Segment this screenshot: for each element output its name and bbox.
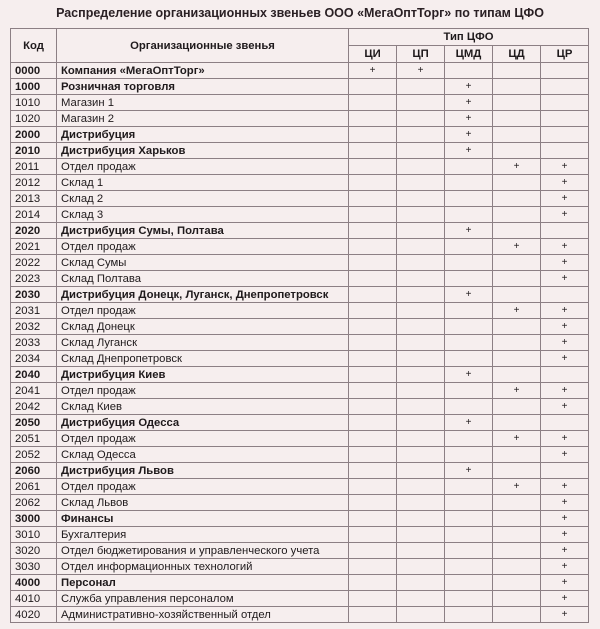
cfo-mark-cell: + [397,63,445,79]
table-row [11,63,589,79]
cfo-mark-cell: + [541,447,589,463]
row-name: Бухгалтерия [57,527,349,543]
cfo-mark-cell [349,463,397,479]
cfo-mark-cell [541,143,589,159]
cfo-mark-cell [397,527,445,543]
row-code: 2010 [11,143,57,159]
cfo-mark-cell [349,271,397,287]
header-code: Код [11,29,57,63]
row-name: Склад 3 [57,207,349,223]
cfo-mark-cell: + [541,319,589,335]
table-row [11,159,589,175]
cfo-mark-cell [445,399,493,415]
cfo-mark-cell [349,447,397,463]
cfo-mark-cell [493,191,541,207]
row-code: 2060 [11,463,57,479]
cfo-mark-cell [541,63,589,79]
header-name: Организационные звенья [57,29,349,63]
cfo-mark-cell [445,479,493,495]
cfo-mark-cell [397,431,445,447]
cfo-mark-cell: + [445,287,493,303]
cfo-mark-cell [397,351,445,367]
row-code: 2061 [11,479,57,495]
row-name: Персонал [57,575,349,591]
cfo-mark-cell: + [541,175,589,191]
cfo-mark-cell: + [541,607,589,623]
cfo-mark-cell: + [349,63,397,79]
cfo-mark-cell [349,111,397,127]
row-code: 3010 [11,527,57,543]
cfo-table [10,28,589,623]
cfo-mark-cell [397,383,445,399]
row-name: Дистрибуция Донецк, Луганск, Днепропетровск [57,287,349,303]
cfo-mark-cell [445,527,493,543]
cfo-mark-cell [541,223,589,239]
row-name: Отдел продаж [57,383,349,399]
table-row [11,479,589,495]
cfo-mark-cell [493,63,541,79]
cfo-mark-cell: + [541,575,589,591]
cfo-mark-cell [493,511,541,527]
cfo-mark-cell [349,287,397,303]
cfo-mark-cell [397,415,445,431]
cfo-mark-cell [493,95,541,111]
cfo-mark-cell [397,207,445,223]
cfo-mark-cell: + [541,495,589,511]
cfo-mark-cell [445,575,493,591]
row-code: 2041 [11,383,57,399]
cfo-mark-cell [397,495,445,511]
table-row [11,527,589,543]
cfo-mark-cell [397,319,445,335]
row-code: 2013 [11,191,57,207]
table-row [11,175,589,191]
cfo-mark-cell [445,351,493,367]
cfo-mark-cell: + [541,559,589,575]
cfo-mark-cell [541,287,589,303]
cfo-mark-cell [349,527,397,543]
cfo-mark-cell [397,303,445,319]
table-row [11,319,589,335]
row-code: 2011 [11,159,57,175]
cfo-mark-cell [541,95,589,111]
cfo-mark-cell [493,207,541,223]
row-code: 1020 [11,111,57,127]
cfo-mark-cell: + [493,479,541,495]
cfo-mark-cell [397,79,445,95]
cfo-mark-cell [349,127,397,143]
row-code: 2014 [11,207,57,223]
header-type-ci: ЦИ [349,46,397,63]
table-row [11,287,589,303]
cfo-mark-cell [397,191,445,207]
table-row [11,143,589,159]
cfo-mark-cell [445,319,493,335]
cfo-mark-cell [445,271,493,287]
cfo-mark-cell [397,559,445,575]
cfo-mark-cell: + [541,303,589,319]
cfo-mark-cell [445,191,493,207]
cfo-mark-cell [397,591,445,607]
table-row [11,607,589,623]
row-code: 2030 [11,287,57,303]
row-code: 2034 [11,351,57,367]
cfo-mark-cell [349,495,397,511]
cfo-mark-cell [397,271,445,287]
cfo-mark-cell: + [541,543,589,559]
cfo-mark-cell [445,303,493,319]
cfo-mark-cell: + [541,159,589,175]
cfo-mark-cell [445,559,493,575]
row-code: 0000 [11,63,57,79]
cfo-mark-cell [493,143,541,159]
row-name: Склад Львов [57,495,349,511]
cfo-mark-cell [445,175,493,191]
cfo-mark-cell: + [541,191,589,207]
cfo-mark-cell [493,319,541,335]
cfo-mark-cell [445,495,493,511]
cfo-mark-cell: + [541,479,589,495]
cfo-mark-cell [445,239,493,255]
cfo-mark-cell [493,495,541,511]
row-name: Служба управления персоналом [57,591,349,607]
cfo-mark-cell [349,415,397,431]
row-code: 4000 [11,575,57,591]
header-type-cr: ЦР [541,46,589,63]
header-cfo-type: Тип ЦФО [349,29,589,46]
row-name: Магазин 2 [57,111,349,127]
cfo-mark-cell [445,383,493,399]
row-code: 3020 [11,543,57,559]
row-code: 2040 [11,367,57,383]
cfo-mark-cell: + [541,383,589,399]
cfo-mark-cell [349,431,397,447]
cfo-mark-cell [493,575,541,591]
table-row [11,511,589,527]
row-code: 2023 [11,271,57,287]
cfo-mark-cell: + [493,431,541,447]
cfo-mark-cell [493,527,541,543]
table-row [11,495,589,511]
cfo-mark-cell: + [541,431,589,447]
cfo-mark-cell [541,367,589,383]
cfo-mark-cell [397,511,445,527]
table-row [11,383,589,399]
cfo-mark-cell [349,255,397,271]
cfo-mark-cell [349,175,397,191]
table-row [11,303,589,319]
cfo-mark-cell [493,367,541,383]
cfo-mark-cell [493,79,541,95]
table-row [11,255,589,271]
table-body [11,63,589,623]
cfo-mark-cell: + [541,335,589,351]
row-name: Розничная торговля [57,79,349,95]
cfo-mark-cell [445,431,493,447]
cfo-mark-cell [493,543,541,559]
cfo-mark-cell [349,399,397,415]
row-code: 2052 [11,447,57,463]
cfo-mark-cell [493,591,541,607]
row-code: 2012 [11,175,57,191]
cfo-mark-cell [445,63,493,79]
row-name: Отдел продаж [57,303,349,319]
cfo-mark-cell: + [445,415,493,431]
table-row [11,575,589,591]
cfo-mark-cell [349,159,397,175]
row-name: Склад Днепропетровск [57,351,349,367]
cfo-mark-cell [397,463,445,479]
row-name: Дистрибуция Одесса [57,415,349,431]
row-name: Дистрибуция Львов [57,463,349,479]
row-name: Склад Сумы [57,255,349,271]
table-row [11,127,589,143]
cfo-mark-cell: + [493,303,541,319]
cfo-mark-cell [445,447,493,463]
cfo-mark-cell [397,223,445,239]
cfo-mark-cell [493,111,541,127]
cfo-mark-cell: + [541,527,589,543]
cfo-mark-cell [445,335,493,351]
cfo-mark-cell [445,607,493,623]
row-code: 2051 [11,431,57,447]
table-row [11,191,589,207]
table-title: Распределение организационных звеньев ООО «МегаОптТорг» по типам ЦФО [56,6,544,20]
cfo-mark-cell [349,367,397,383]
cfo-mark-cell [397,95,445,111]
row-code: 3030 [11,559,57,575]
table-row [11,351,589,367]
row-name: Отдел продаж [57,159,349,175]
row-code: 4020 [11,607,57,623]
cfo-mark-cell [493,607,541,623]
cfo-mark-cell [397,479,445,495]
row-name: Склад Донецк [57,319,349,335]
cfo-mark-cell [397,127,445,143]
row-name: Склад Одесса [57,447,349,463]
cfo-mark-cell [349,543,397,559]
cfo-mark-cell [493,447,541,463]
table-row [11,447,589,463]
row-name: Отдел бюджетирования и управленческого учета [57,543,349,559]
row-code: 2042 [11,399,57,415]
row-name: Склад Киев [57,399,349,415]
cfo-mark-cell [445,207,493,223]
row-code: 2032 [11,319,57,335]
table-row [11,111,589,127]
cfo-mark-cell [397,239,445,255]
table-row [11,223,589,239]
row-code: 2022 [11,255,57,271]
cfo-mark-cell [493,399,541,415]
row-name: Отдел информационных технологий [57,559,349,575]
row-name: Склад 1 [57,175,349,191]
table-row [11,399,589,415]
cfo-mark-cell [349,79,397,95]
cfo-mark-cell [541,415,589,431]
table-row [11,239,589,255]
row-name: Компания «МегаОптТорг» [57,63,349,79]
cfo-mark-cell [397,175,445,191]
row-code: 1010 [11,95,57,111]
cfo-mark-cell [397,399,445,415]
cfo-mark-cell [397,111,445,127]
table-row [11,559,589,575]
cfo-mark-cell [397,335,445,351]
row-name: Дистрибуция Киев [57,367,349,383]
table-row [11,271,589,287]
cfo-mark-cell: + [541,591,589,607]
cfo-mark-cell [349,239,397,255]
row-name: Финансы [57,511,349,527]
row-name: Отдел продаж [57,479,349,495]
cfo-mark-cell [397,287,445,303]
table-row [11,463,589,479]
cfo-mark-cell [349,335,397,351]
cfo-mark-cell [349,95,397,111]
cfo-mark-cell [397,159,445,175]
table-row [11,95,589,111]
row-code: 2050 [11,415,57,431]
cfo-mark-cell: + [445,367,493,383]
cfo-mark-cell [397,447,445,463]
row-code: 2021 [11,239,57,255]
cfo-mark-cell: + [445,143,493,159]
table-row [11,543,589,559]
cfo-mark-cell [493,559,541,575]
cfo-mark-cell: + [541,239,589,255]
cfo-mark-cell [493,415,541,431]
row-code: 2062 [11,495,57,511]
cfo-mark-cell [493,175,541,191]
cfo-mark-cell: + [445,79,493,95]
cfo-mark-cell [349,511,397,527]
cfo-mark-cell: + [445,127,493,143]
cfo-mark-cell [349,143,397,159]
cfo-mark-cell [541,111,589,127]
cfo-mark-cell [349,351,397,367]
row-code: 2020 [11,223,57,239]
cfo-mark-cell [445,543,493,559]
cfo-mark-cell: + [541,511,589,527]
cfo-mark-cell [493,223,541,239]
cfo-mark-cell: + [541,351,589,367]
cfo-mark-cell [349,607,397,623]
cfo-mark-cell: + [445,95,493,111]
cfo-mark-cell [493,255,541,271]
cfo-mark-cell [445,159,493,175]
cfo-mark-cell [349,575,397,591]
cfo-mark-cell [397,255,445,271]
cfo-mark-cell [541,79,589,95]
cfo-mark-cell: + [541,271,589,287]
row-code: 2031 [11,303,57,319]
row-name: Магазин 1 [57,95,349,111]
row-name: Дистрибуция Сумы, Полтава [57,223,349,239]
cfo-mark-cell: + [493,159,541,175]
row-name: Склад 2 [57,191,349,207]
table-row [11,207,589,223]
cfo-mark-cell [349,207,397,223]
cfo-mark-cell [493,463,541,479]
table-row [11,431,589,447]
header-type-cp: ЦП [397,46,445,63]
cfo-mark-cell [493,271,541,287]
row-name: Склад Луганск [57,335,349,351]
cfo-mark-cell [493,287,541,303]
table-row [11,335,589,351]
table-row [11,415,589,431]
row-name: Административно-хозяйственный отдел [57,607,349,623]
table-row [11,591,589,607]
cfo-mark-cell: + [445,111,493,127]
cfo-mark-cell: + [445,223,493,239]
row-name: Склад Полтава [57,271,349,287]
cfo-mark-cell: + [445,463,493,479]
cfo-mark-cell [349,191,397,207]
header-type-cd: ЦД [493,46,541,63]
cfo-mark-cell [397,367,445,383]
row-code: 4010 [11,591,57,607]
cfo-mark-cell: + [541,399,589,415]
cfo-mark-cell [541,127,589,143]
row-name: Отдел продаж [57,239,349,255]
cfo-mark-cell [493,127,541,143]
cfo-mark-cell [445,511,493,527]
cfo-mark-cell [397,543,445,559]
cfo-mark-cell [349,559,397,575]
cfo-mark-cell: + [493,383,541,399]
cfo-mark-cell [493,335,541,351]
row-code: 1000 [11,79,57,95]
cfo-mark-cell [349,319,397,335]
cfo-mark-cell: + [541,255,589,271]
table-row [11,367,589,383]
table-row [11,79,589,95]
cfo-mark-cell: + [493,239,541,255]
cfo-mark-cell [349,479,397,495]
cfo-mark-cell [349,383,397,399]
cfo-mark-cell [397,607,445,623]
row-code: 3000 [11,511,57,527]
row-code: 2000 [11,127,57,143]
cfo-mark-cell [445,255,493,271]
cfo-mark-cell [349,591,397,607]
cfo-mark-cell [349,303,397,319]
cfo-mark-cell [397,143,445,159]
cfo-mark-cell [397,575,445,591]
cfo-mark-cell [493,351,541,367]
cfo-mark-cell: + [541,207,589,223]
row-name: Отдел продаж [57,431,349,447]
row-name: Дистрибуция [57,127,349,143]
cfo-mark-cell [349,223,397,239]
row-name: Дистрибуция Харьков [57,143,349,159]
cfo-mark-cell [541,463,589,479]
row-code: 2033 [11,335,57,351]
header-type-cmd: ЦМД [445,46,493,63]
cfo-mark-cell [445,591,493,607]
